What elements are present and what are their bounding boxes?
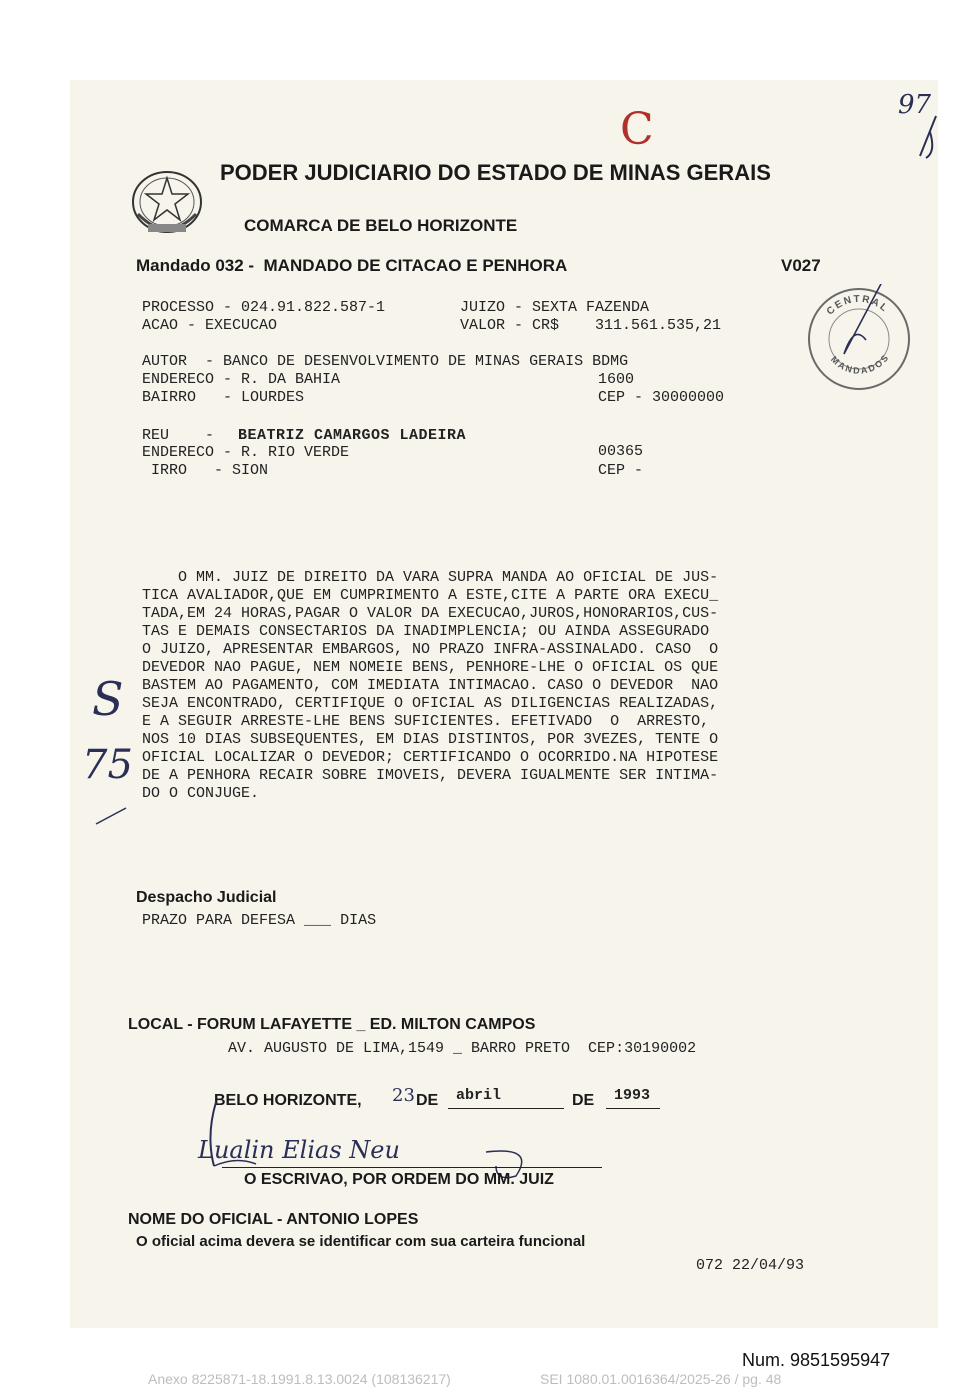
margin-mark-75: 75: [82, 742, 133, 788]
mandado-code: V027: [781, 256, 821, 275]
body-line: TAS E DEMAIS CONSECTARIOS DA INADIMPLENCIA; OU AINDA ASSEGURADO: [142, 623, 710, 640]
acao-field: ACAO - EXECUCAO: [142, 317, 278, 334]
body-line: DE A PENHORA RECAIR SOBRE IMOVEIS, DEVERA IGUALMENTE SER INTIMA-: [142, 767, 719, 784]
reu-endereco: ENDERECO - R. RIO VERDE: [142, 444, 350, 461]
prazo-suffix: DIAS: [340, 912, 377, 929]
page-number-slash: [900, 112, 940, 162]
body-line: O JUIZO, APRESENTAR EMBARGOS, NO PRAZO INFRA-ASSINALADO. CASO O: [142, 641, 719, 658]
autor-numero: 1600: [598, 371, 635, 388]
oficial-code: 072 22/04/93: [696, 1257, 805, 1274]
comarca-title: COMARCA DE BELO HORIZONTE: [244, 216, 518, 235]
autor-field: AUTOR - BANCO DE DESENVOLVIMENTO DE MINAS GERAIS BDMG: [142, 353, 629, 370]
body-line: NOS 10 DIAS SUBSEQUENTES, EM DIAS DISTINTOS, POR 3VEZES, TENTE O: [142, 731, 719, 748]
margin-mark-s: S: [92, 672, 124, 726]
reu-cep: CEP -: [598, 462, 644, 479]
date-city: BELO HORIZONTE,: [214, 1092, 362, 1109]
processo-field: PROCESSO - 024.91.822.587-1: [142, 299, 386, 316]
local-title: LOCAL - FORUM LAFAYETTE _ ED. MILTON CAMPOS: [128, 1016, 536, 1033]
autor-endereco: ENDERECO - R. DA BAHIA: [142, 371, 341, 388]
margin-tick: [92, 800, 132, 830]
local-address: AV. AUGUSTO DE LIMA,1549 _ BARRO PRETO CEP:30190002: [228, 1040, 697, 1057]
footer-sei: SEI 1080.01.0016364/2025-26 / pg. 48: [540, 1371, 782, 1387]
stamp-top-text: CENTRAL: [824, 293, 891, 318]
coat-of-arms-seal: [126, 166, 208, 242]
oficial-note: O oficial acima devera se identificar com sua carteira funcional: [136, 1233, 586, 1250]
central-mandados-stamp: [804, 284, 914, 394]
footer-anexo: Anexo 8225871-18.1991.8.13.0024 (108136217): [148, 1371, 451, 1387]
date-day: 23: [392, 1085, 415, 1106]
svg-text:CENTRAL: [825, 294, 891, 318]
autor-cep: CEP - 30000000: [598, 389, 725, 406]
body-line: OFICIAL LOCALIZAR O DEVEDOR; CERTIFICANDO O OCORRIDO.NA HIPOTESE: [142, 749, 719, 766]
despacho-title: Despacho Judicial: [136, 889, 277, 906]
prazo-line: [142, 912, 376, 929]
year-underline: [606, 1108, 660, 1109]
body-line: SEJA ENCONTRADO, CERTIFIQUE O OFICIAL AS DILIGENCIAS REALIZADAS,: [142, 695, 719, 712]
body-line: TADA,EM 24 HORAS,PAGAR O VALOR DA EXECUCAO,JUROS,HONORARIOS,CUS-: [142, 605, 719, 622]
document-title: PODER JUDICIARIO DO ESTADO DE MINAS GERAIS: [220, 160, 771, 185]
body-line: E A SEGUIR ARRESTE-LHE BENS SUFICIENTES. EFETIVADO O ARRESTO,: [142, 713, 710, 730]
stamp-bottom-text: MANDADOS: [828, 351, 892, 376]
escrivao-caption: O ESCRIVAO, POR ORDEM DO MM. JUIZ: [244, 1171, 554, 1188]
body-line: DEVEDOR NAO PAGUE, NEM NOMEIE BENS, PENHORE-LHE O OFICIAL OS QUE: [142, 659, 719, 676]
date-de-1: DE: [416, 1092, 439, 1109]
reu-bairro: IRRO - SION: [142, 462, 269, 479]
reu-numero: 00365: [598, 443, 644, 460]
page-number-handwritten: 97: [898, 90, 932, 120]
body-line: BASTEM AO PAGAMENTO, COM IMEDIATA INTIMACAO. CASO O DEVEDOR NAO: [142, 677, 719, 694]
signature-strokes: [196, 1096, 536, 1182]
prazo-blank: ___: [304, 912, 332, 929]
body-line: O MM. JUIZ DE DIREITO DA VARA SUPRA MANDA AO OFICIAL DE JUS-: [142, 569, 719, 586]
autor-bairro: BAIRRO - LOURDES: [142, 389, 305, 406]
date-month: abril: [456, 1087, 502, 1104]
mandado-body: [142, 569, 842, 803]
juizo-field: JUIZO - SEXTA FAZENDA: [460, 299, 650, 316]
body-line: DO O CONJUGE.: [142, 785, 260, 802]
c-mark-handwritten: C: [620, 104, 654, 155]
date-year: 1993: [614, 1087, 651, 1104]
document-number: Num. 9851595947: [742, 1350, 891, 1370]
body-line: TICA AVALIADOR,QUE EM CUMPRIMENTO A ESTE,CITE A PARTE ORA EXECU_: [142, 587, 719, 604]
oficial-name: NOME DO OFICIAL - ANTONIO LOPES: [128, 1211, 419, 1228]
signature-scribble: Lualin Elias Neu: [198, 1136, 400, 1164]
signature-line: [222, 1167, 602, 1168]
mandado-title: Mandado 032 - MANDADO DE CITACAO E PENHORA: [136, 256, 568, 275]
reu-name: BEATRIZ CAMARGOS LADEIRA: [238, 427, 467, 444]
reu-label: REU -: [142, 427, 215, 444]
prazo-prefix: PRAZO PARA DEFESA: [142, 912, 296, 929]
svg-text:MANDADOS: [829, 352, 891, 376]
date-de-2: DE: [572, 1092, 595, 1109]
valor-field: VALOR - CR$ 311.561.535,21: [460, 317, 722, 334]
